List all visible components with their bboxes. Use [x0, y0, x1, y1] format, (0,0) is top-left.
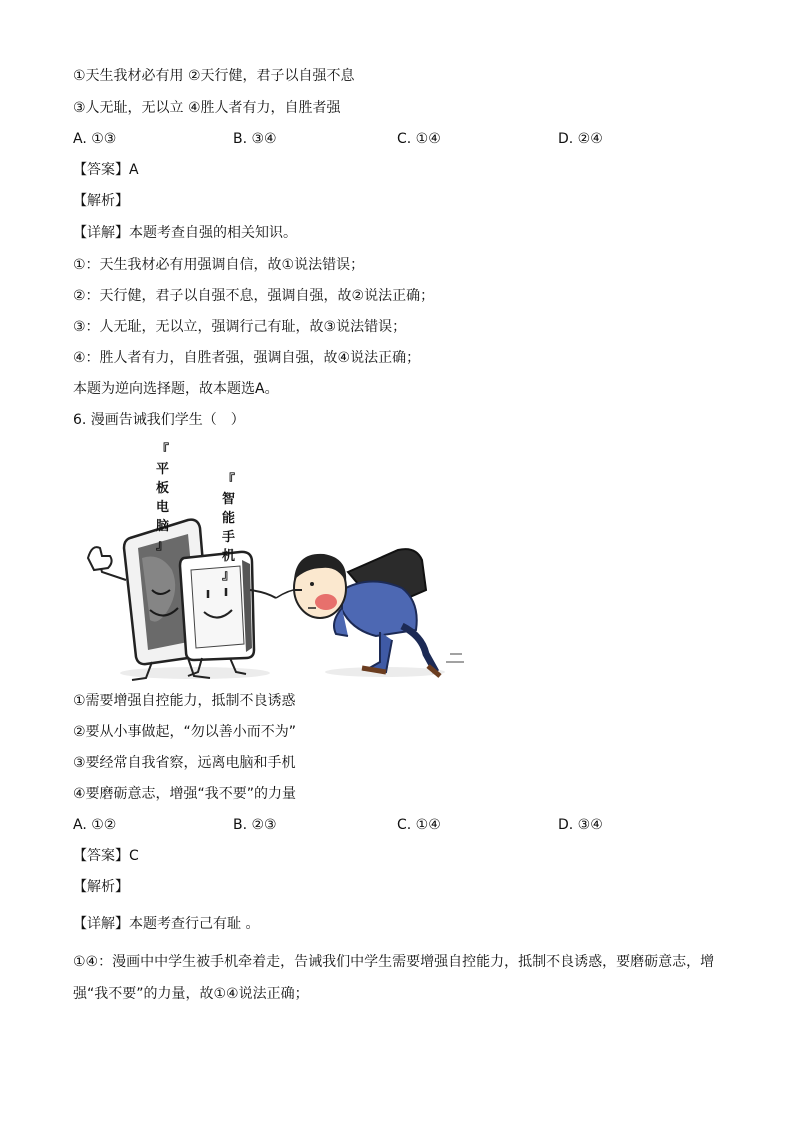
q6-detail: 【详解】本题考查行己有耻 。	[73, 916, 260, 932]
q5-statement-line-2: ③人无耻，无以立 ④胜人者有力，自胜者强	[73, 100, 341, 116]
q5-option-a: A. ①③	[73, 131, 117, 147]
q5-option-d: D. ②④	[558, 131, 603, 147]
label-tablet-0: 『	[156, 443, 170, 458]
label-phone-5: 』	[222, 568, 236, 583]
q6-stem: 6. 漫画告诫我们学生（ ）	[73, 412, 245, 428]
q6-statement-4: ④要磨砺意志，增强“我不要”的力量	[73, 786, 297, 802]
q6-statement-2: ②要从小事做起，“勿以善小而不为”	[73, 724, 297, 740]
q6-statement-1: ①需要增强自控能力，抵制不良诱惑	[73, 693, 296, 709]
q5-point-2: ②：天行健，君子以自强不息，强调自强，故②说法正确；	[73, 288, 435, 304]
q6-option-b: B. ②③	[233, 817, 277, 833]
q6-explanation-line-1: ①④：漫画中中学生被手机牵着走，告诫我们中学生需要增强自控能力，抵制不良诱惑，要磨砺意志，增	[73, 954, 715, 970]
q5-options	[73, 129, 713, 149]
q6-statement-3: ③要经常自我省察，远离电脑和手机	[73, 755, 296, 771]
label-tablet-5: 』	[156, 538, 170, 553]
label-phone-0: 『	[222, 473, 236, 488]
q6-explanation-line-2: 强“我不要”的力量，故①④说法正确；	[73, 986, 309, 1002]
q5-option-c: C. ①④	[397, 131, 441, 147]
q5-analysis-heading: 【解析】	[73, 193, 129, 209]
comic-illustration	[80, 440, 470, 685]
q6-option-d: D. ③④	[558, 817, 603, 833]
label-tablet-3: 电	[156, 500, 170, 515]
q6-options	[73, 815, 713, 835]
q6-option-a: A. ①②	[73, 817, 117, 833]
q6-option-c: C. ①④	[397, 817, 441, 833]
q5-option-b: B. ③④	[233, 131, 277, 147]
q5-conclusion: 本题为逆向选择题，故本题选A。	[73, 381, 279, 397]
comic-svg	[80, 440, 470, 685]
q5-point-3: ③：人无耻，无以立，强调行己有耻，故③说法错误；	[73, 319, 407, 335]
q6-answer: 【答案】C	[73, 848, 139, 864]
q5-point-4: ④：胜人者有力，自胜者强，强调自强，故④说法正确；	[73, 350, 421, 366]
q5-statement-line-1: ①天生我材必有用 ②天行健，君子以自强不息	[73, 68, 355, 84]
q5-point-1: ①：天生我材必有用强调自信，故①说法错误；	[73, 257, 365, 273]
label-tablet-4: 脑	[156, 519, 170, 534]
student-character	[294, 549, 464, 676]
label-tablet-1: 平	[156, 462, 170, 477]
label-phone-2: 能	[222, 511, 236, 526]
q6-analysis-heading: 【解析】	[73, 879, 129, 895]
q5-detail: 【详解】本题考查自强的相关知识。	[73, 225, 297, 241]
label-phone-3: 手	[222, 530, 236, 545]
label-phone-4: 机	[222, 549, 236, 564]
label-phone-1: 智	[222, 492, 236, 507]
q5-answer: 【答案】A	[73, 162, 139, 178]
label-tablet-2: 板	[156, 481, 170, 496]
